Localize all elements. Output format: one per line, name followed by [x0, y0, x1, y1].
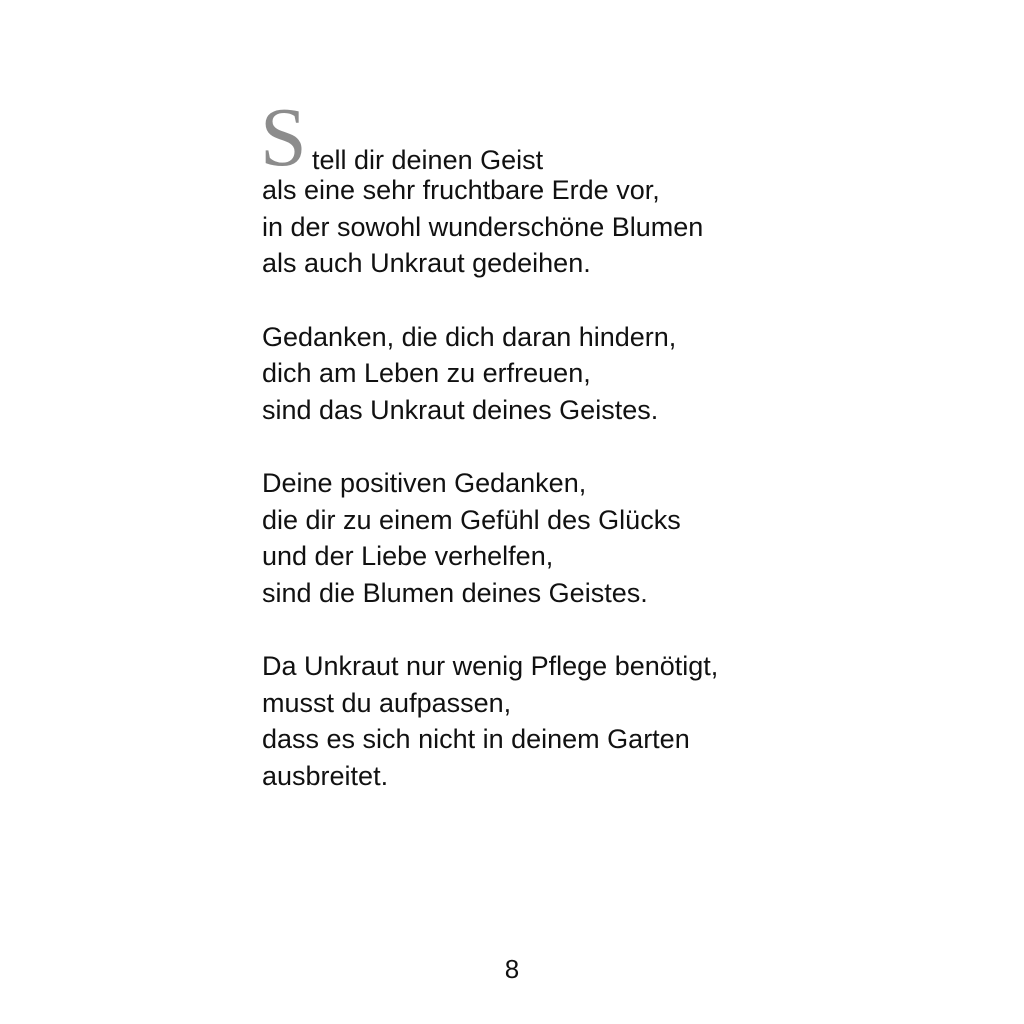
stanza-4 — [262, 648, 882, 794]
first-line-text: tell dir deinen Geist — [312, 145, 544, 175]
poem-line: dich am Leben zu erfreuen, — [262, 358, 591, 388]
poem-line: sind das Unkraut deines Geistes. — [262, 394, 659, 425]
poem-line: musst du aufpassen, — [262, 687, 512, 718]
poem-line: als auch Unkraut gedeihen. — [262, 248, 591, 278]
stanza-1 — [260, 91, 882, 282]
poem-line: und der Liebe verhelfen, — [262, 541, 554, 571]
poem-body — [260, 91, 882, 794]
poem-line: in der sowohl wunderschöne Blumen — [262, 211, 704, 242]
stanza-2 — [262, 319, 882, 429]
poem-line: Gedanken, die dich daran hindern, — [262, 321, 677, 352]
poem-line: Da Unkraut nur wenig Pflege benötigt, — [262, 651, 719, 681]
poem-line: als eine sehr fruchtbare Erde vor, — [262, 175, 660, 205]
first-line — [260, 91, 882, 184]
poem-line: Deine positiven Gedanken, — [262, 468, 587, 498]
poem-line: dass es sich nicht in deinem Garten — [262, 724, 690, 754]
poem-line: ausbreitet. — [262, 760, 389, 791]
poem-line: sind die Blumen deines Geistes. — [262, 577, 648, 608]
drop-cap-letter: S — [260, 91, 307, 184]
stanza-3 — [262, 465, 882, 611]
poem-line: die dir zu einem Gefühl des Glücks — [262, 504, 681, 535]
page-number: 8 — [504, 954, 520, 984]
